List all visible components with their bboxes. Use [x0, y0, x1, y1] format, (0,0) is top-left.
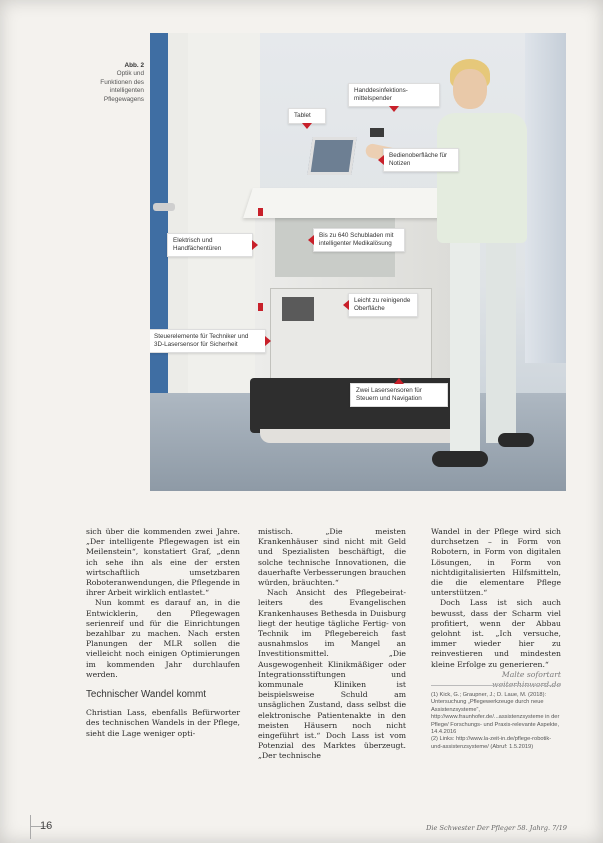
- caption-line: Pflegewagens: [103, 95, 144, 103]
- corridor-wall: [525, 33, 566, 363]
- status-led-icon: [258, 303, 263, 311]
- author-signature: Malte sofortart weiterhinword.de: [492, 669, 561, 690]
- status-led-icon: [258, 208, 263, 216]
- section-heading: Technischer Wandel kommt: [86, 689, 206, 701]
- label-lasersensors: Zwei Lasersensoren für Steuern und Navigation: [350, 383, 448, 407]
- figure-caption: [64, 62, 144, 104]
- scanner-icon: [370, 128, 384, 137]
- nursing-cart-photo: [150, 33, 566, 491]
- reference-item: (1) Kick, G.; Graupner, J.; D. Laue, M. (2018): Untersuchung „Pflegewerkzeuge durch neue Assistenzsysteme“, http://www.fraunhofer.de/...assistenzsysteme in der Pflege/ Forschungs- und Praxis-relevante Aspekte, 14.4.2016: [431, 692, 560, 736]
- article-column-3: [431, 527, 561, 690]
- article-column-2: [258, 527, 406, 762]
- cart-top: [243, 188, 459, 218]
- paragraph: mistisch. „Die meisten Krankenhäuser sind nicht mit Geld und Spezialisten beschäftigt, die solche technische Innovationen, die dauerhafte Verbesserungen brauchen würden, bräuchten.“: [258, 527, 406, 588]
- cart-slot: [282, 297, 314, 321]
- nurse-head: [453, 69, 487, 109]
- tablet-icon: [307, 137, 356, 175]
- nurse-torso: [437, 113, 527, 243]
- paragraph: Doch Lass ist sich auch bewusst, dass der Scharm viel profitiert, wenn der Abbau gelohnt ist. „Ich versuche, immer wieder hier zu reinvestieren und mindesten kleine Erfolge zu generieren.“: [431, 598, 561, 669]
- nurse-leg: [486, 238, 516, 443]
- label-tablet: Tablet: [288, 108, 326, 124]
- page-number: 16: [40, 820, 53, 832]
- paragraph: Christian Lass, ebenfalls Befürworter des technischen Wandels in der Pflege, sieht die Lage weniger opti-: [86, 708, 240, 738]
- nurse-shoe: [498, 433, 534, 447]
- paragraph: Nach Ansicht des Pflegebeirat-leiters des Evangelischen Krankenhauses Bethesda in Duisburg liegt der heutige tägliche Fertig- von Technik im Pflegebereich fast ausnahmslos im Mangel an Investitionsmittel. „Die Ausgewogenheit Klinikmäßiger oder Integrationsstiftungen und kommunale Kliniken ist beispielsweise Schuld am unsäglichen Zustand, dass selbst die elektronische Patientenakte in den meisten Häusern noch nicht eingeführt ist.“ Doch Lass ist vom Potenzial des Marktes überzeugt. „Der technische: [258, 588, 406, 761]
- footer-rule: [30, 815, 31, 839]
- reference-item: (2) Links: http://www.la-zeit-in.de/pflege-robotik-und-assistenzsysteme/ (Abruf: 1.5.2019): [431, 736, 552, 750]
- journal-title: Die Schwester Der Pfleger 58. Jahrg. 7/19: [426, 824, 567, 832]
- label-controls: Steuerelemente für Techniker und 3D-Lasersensor für Sicherheit: [150, 329, 266, 353]
- nurse-leg: [450, 238, 480, 453]
- label-doors: Elektrisch und Handfächentüren: [167, 233, 253, 257]
- paragraph: Nun kommt es darauf an, in die Entwicklerin, den Pflegewagen serienreif und für die Einrichtungen bezahlbar zu machen. Nach ersten Planungen der MLR sollen die vielleicht noch einigen Optimierungen im kommenden Jahr durchlaufen werden.: [86, 598, 240, 679]
- caption-line: Funktionen des: [100, 78, 144, 86]
- label-notes-surface: Bedienoberfläche für Notizen: [383, 148, 459, 172]
- label-surface: Leicht zu reinigende Oberfläche: [348, 293, 418, 317]
- nurse-shoe: [432, 451, 488, 467]
- caption-label: Abb. 2: [124, 62, 144, 69]
- paragraph: sich über die kommenden zwei Jahre. „Der intelligente Pflegewagen ist ein Meilenstein“, konstatiert Graf, „denn ich sehe ihn als eine der ersten wirtschaftlich umsetzbaren Roboteranwendungen, die Pflegende in ihrer Arbeit wirklich entlastet.“: [86, 527, 240, 598]
- paragraph: Wandel in der Pflege wird sich durchsetzen – in Form von Robotern, in Form von digitalen Lösungen, in Form von nichtdigitalisierten Hilfsmitteln, die die elementare Pflege unterstützen.“: [431, 527, 561, 598]
- label-disinfectant: Handdesinfektions-mittelspender: [348, 83, 440, 107]
- label-drawers: Bis zu 640 Schubladen mit intelligenter Medikalösung: [313, 228, 405, 252]
- references: [431, 685, 561, 751]
- article-column-1: [86, 527, 240, 739]
- door-handle: [153, 203, 175, 211]
- caption-line: Optik und: [116, 70, 144, 78]
- caption-line: intelligenten: [109, 87, 144, 95]
- cart-bumper: [260, 429, 460, 443]
